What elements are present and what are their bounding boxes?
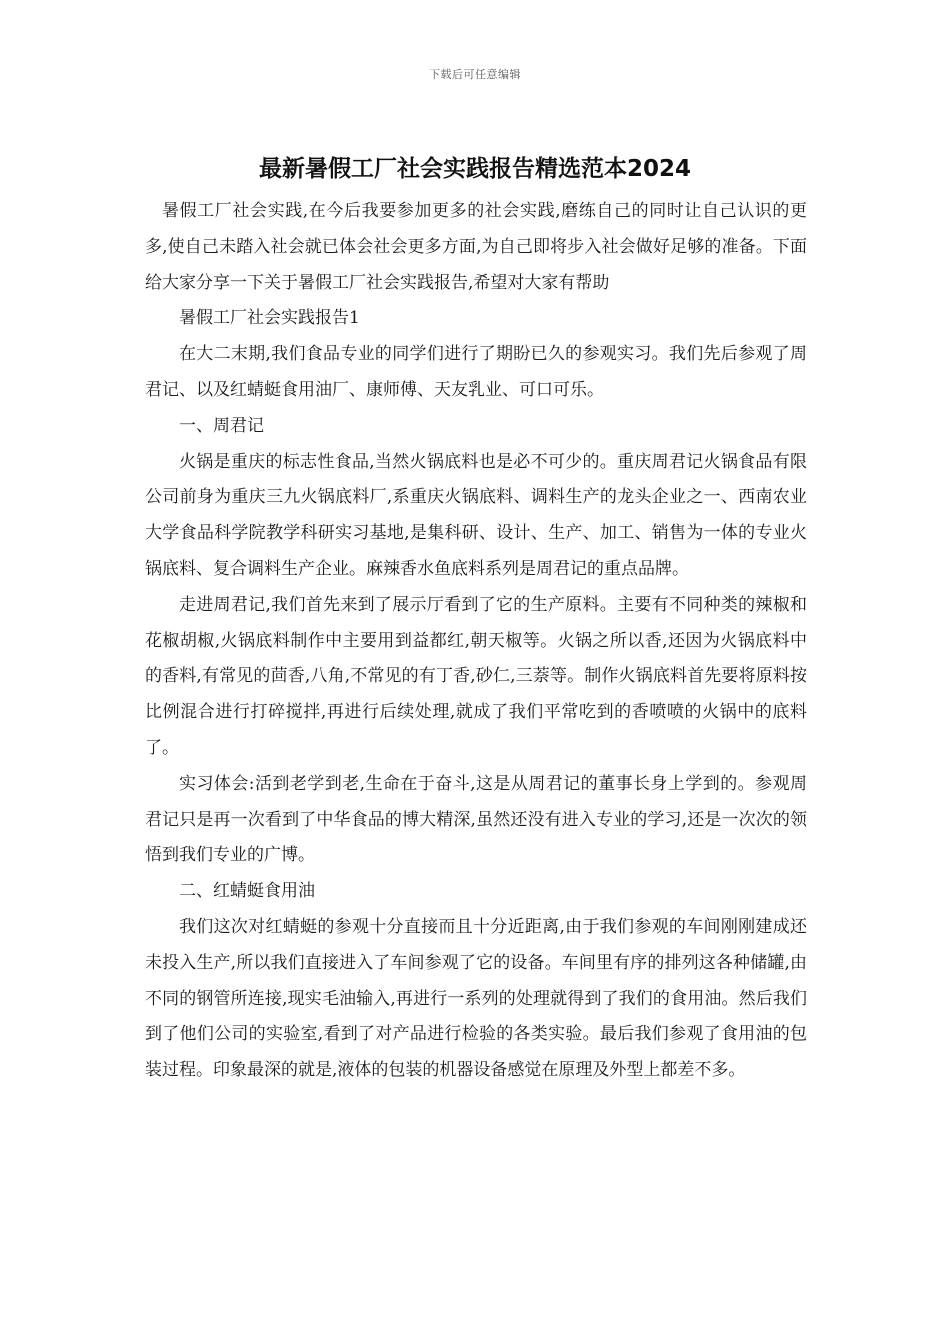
body-paragraph: 火锅是重庆的标志性食品,当然火锅底料也是必不可少的。重庆周君记火锅食品有限公司前身为重庆三九火锅底料厂,系重庆火锅底料、调料生产的龙头企业之一、西南农业大学食品科学院教学科研实习基地,是集科研、设计、生产、加工、销售为一体的专业火锅底料、复合调料生产企业。麻辣香水鱼底料系列是周君记的重点品牌。 (145, 451, 807, 579)
section-heading-red-dragonfly: 二、红蜻蜓食用油 (179, 881, 315, 902)
intro-paragraph: 暑假工厂社会实践,在今后我要参加更多的社会实践,磨练自己的同时让自己认识的更多,使自己未踏入社会就已体会社会更多方面,为自己即将步入社会做好足够的准备。下面给大家分享一下关于暑假工厂社会实践报告,希望对大家有帮助 (145, 201, 807, 293)
body-paragraph: 在大二末期,我们食品专业的同学们进行了期盼已久的参观实习。我们先后参观了周君记、以及红蜻蜓食用油厂、康师傅、天友乳业、可口可乐。 (145, 344, 807, 400)
body-paragraph: 实习体会:活到老学到老,生命在于奋斗,这是从周君记的董事长身上学到的。参观周君记只是再一次看到了中华食品的博大精深,虽然还没有进入专业的学习,还是一次次的领悟到我们专业的广博。 (145, 773, 807, 866)
document-title: 最新暑假工厂社会实践报告精选范本2024 (258, 156, 691, 182)
document-body (145, 194, 807, 1089)
section-heading-zhoujunji: 一、周君记 (179, 415, 264, 436)
body-paragraph: 我们这次对红蜻蜓的参观十分直接而且十分近距离,由于我们参观的车间刚刚建成还未投入生产,所以我们直接进入了车间参观了它的设备。车间里有序的排列这各种储罐,由不同的钢管所连接,现实毛油输入,再进行一系列的处理就得到了我们的食用油。然后我们到了他们公司的实验室,看到了对产品进行检验的各类实验。最后我们参观了食用油的包装过程。印象最深的就是,液体的包装的机器设备感觉在原理及外型上都差不多。 (145, 916, 807, 1081)
header-note: 下载后可任意编辑 (429, 68, 521, 81)
body-paragraph: 走进周君记,我们首先来到了展示厅看到了它的生产原料。主要有不同种类的辣椒和花椒胡椒,火锅底料制作中主要用到益都红,朝天椒等。火锅之所以香,还因为火锅底料中的香料,有常见的茴香,八角,不常见的有丁香,砂仁,三萘等。制作火锅底料首先要将原料按比例混合进行打碎搅拌,再进行后续处理,就成了我们平常吃到的香喷喷的火锅中的底料了。 (145, 594, 807, 758)
section-heading-report-1: 暑假工厂社会实践报告1 (179, 308, 360, 329)
